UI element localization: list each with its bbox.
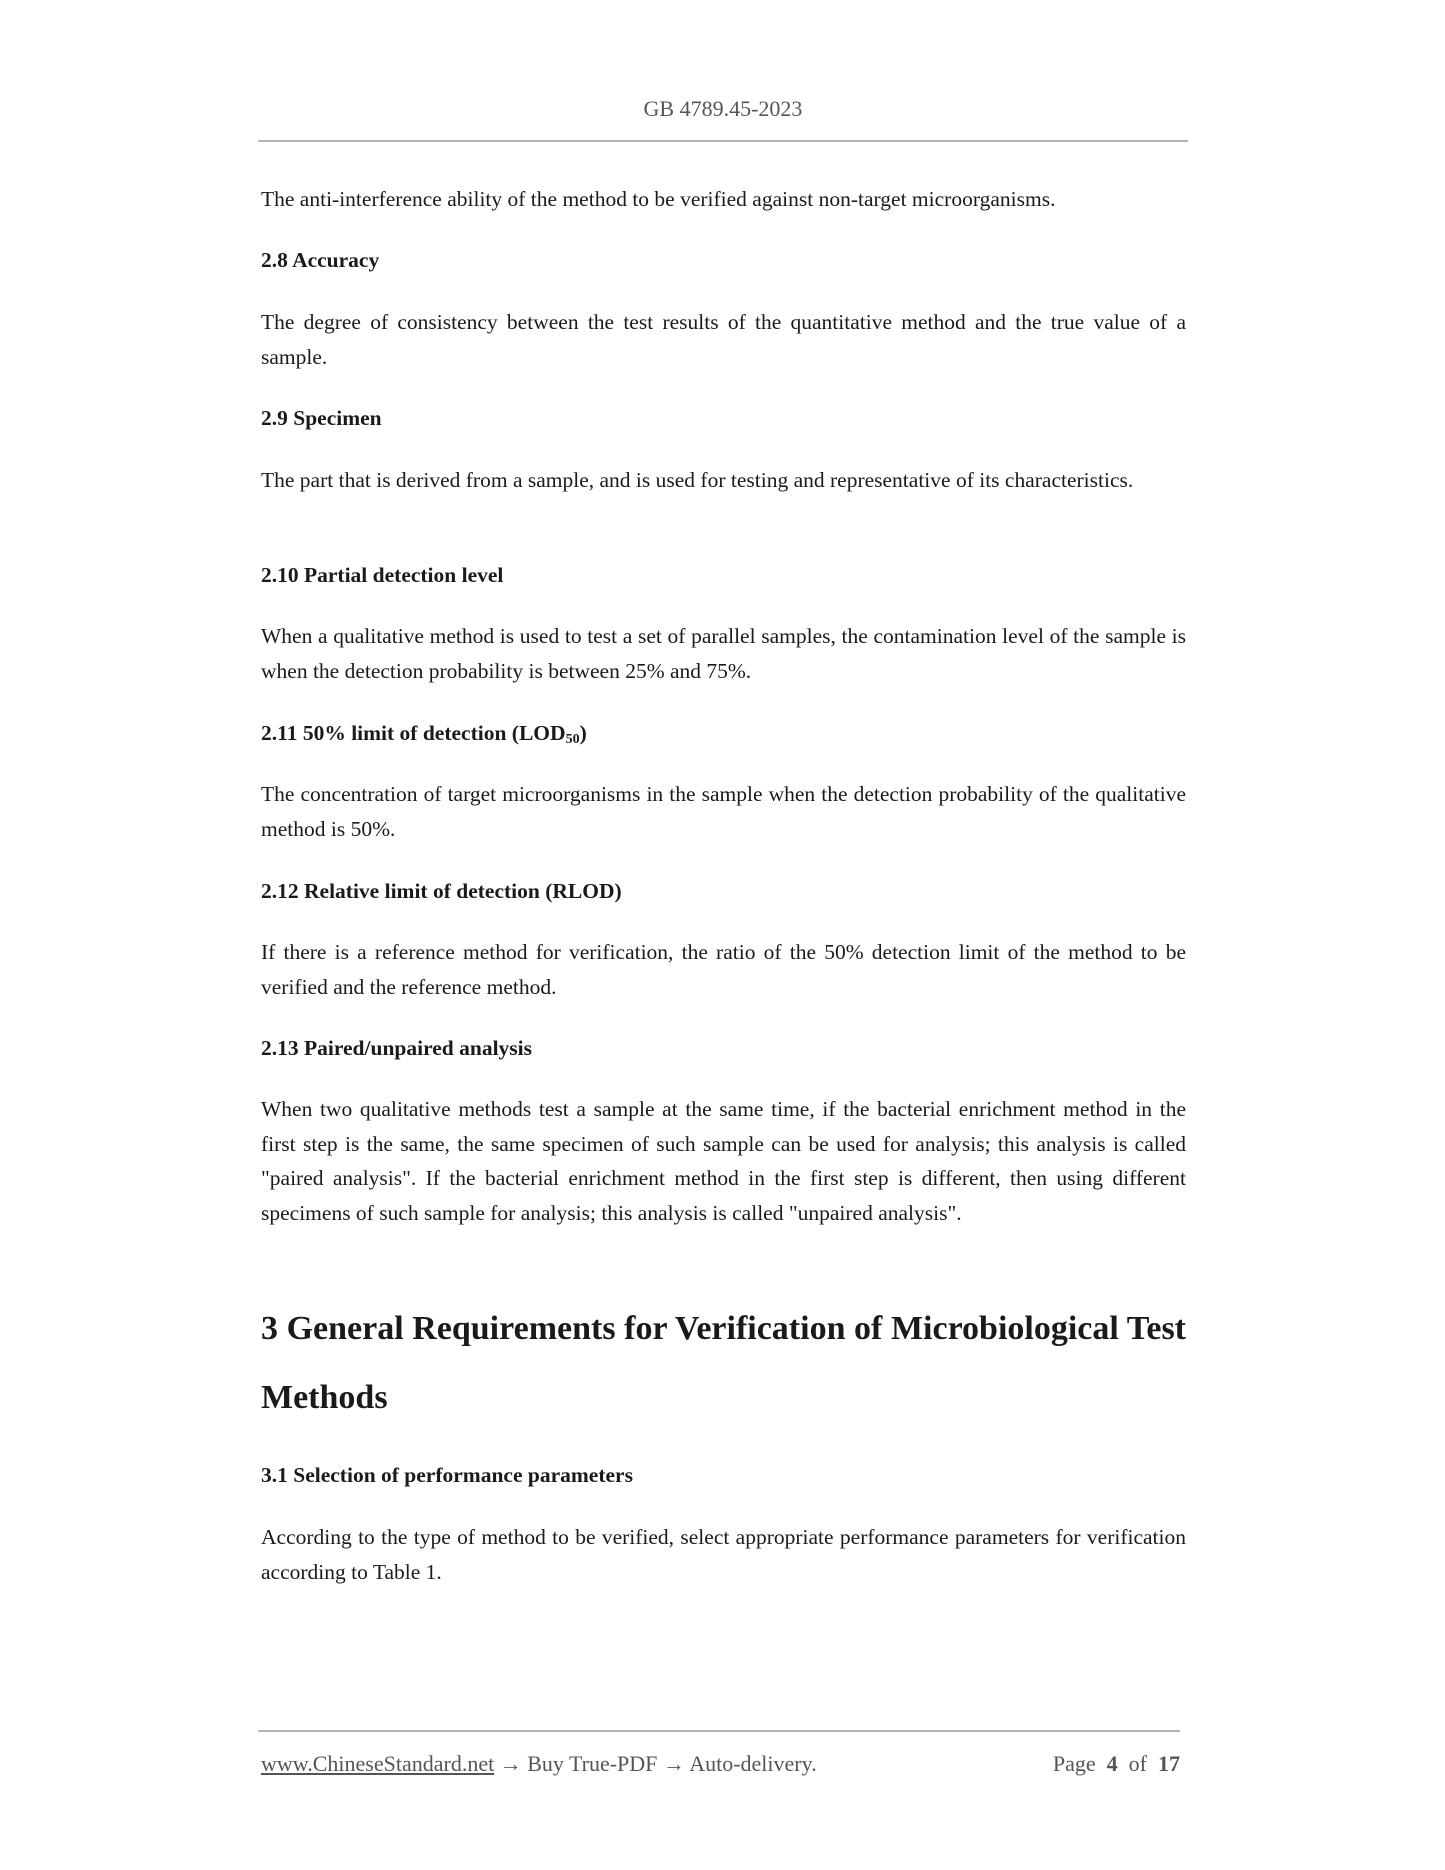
heading-2-8: 2.8 Accuracy bbox=[261, 248, 380, 272]
of-label: of bbox=[1128, 1751, 1147, 1776]
paragraph-2-11: The concentration of target microorganisms in the sample when the detection probability of the qualitative method is 50%. bbox=[261, 782, 1186, 841]
page-current: 4 bbox=[1106, 1751, 1118, 1776]
chinesestandard-link[interactable]: www.ChineseStandard.net bbox=[261, 1751, 495, 1776]
heading-2-11 bbox=[261, 716, 1186, 758]
header-divider bbox=[258, 140, 1188, 142]
heading-2-11-subscript: 50 bbox=[565, 732, 580, 747]
heading-2-11-main: 2.11 50% limit of detection (LOD bbox=[261, 721, 566, 745]
auto-delivery-text: Auto-delivery. bbox=[689, 1751, 817, 1776]
arrow-right-icon: → bbox=[662, 1751, 685, 1776]
paragraph-2-9: The part that is derived from a sample, and is used for testing and representative of its characteristics. bbox=[261, 468, 1134, 492]
footer-promo bbox=[261, 1749, 817, 1779]
heading-2-9: 2.9 Specimen bbox=[261, 406, 382, 430]
paragraph-2-12: If there is a reference method for verification, the ratio of the 50% detection limit of the method to be verified and the reference method. bbox=[261, 940, 1186, 999]
heading-2-13: 2.13 Paired/unpaired analysis bbox=[261, 1036, 532, 1060]
footer-divider bbox=[258, 1730, 1180, 1732]
heading-3-1: 3.1 Selection of performance parameters bbox=[261, 1463, 633, 1487]
heading-section-3: 3 General Requirements for Verification of Microbiological Test Methods bbox=[261, 1310, 1186, 1416]
paragraph-3-1: According to the type of method to be verified, select appropriate performance parameters for verification according to Table 1. bbox=[261, 1525, 1186, 1584]
page-indicator bbox=[1053, 1749, 1180, 1779]
paragraph-intro: The anti-interference ability of the method to be verified against non-target microorganisms. bbox=[261, 187, 1056, 211]
buy-true-pdf-text: Buy True-PDF bbox=[527, 1751, 658, 1776]
paragraph-2-13: When two qualitative methods test a sample at the same time, if the bacterial enrichment method in the first step is the same, the same specimen of such sample can be used for analysis; this analysis is called "paired analysis". If the bacterial enrichment method in the first step is different, then using different specimens of such sample for analysis; this analysis is called "unpaired analysis". bbox=[261, 1097, 1186, 1225]
heading-2-10: 2.10 Partial detection level bbox=[261, 563, 504, 587]
paragraph-2-10: When a qualitative method is used to test a set of parallel samples, the contamination level of the sample is when the detection probability is between 25% and 75%. bbox=[261, 624, 1186, 683]
paragraph-2-8: The degree of consistency between the test results of the quantitative method and the true value of a sample. bbox=[261, 310, 1186, 369]
heading-2-11-end: ) bbox=[579, 721, 587, 745]
heading-2-12: 2.12 Relative limit of detection (RLOD) bbox=[261, 879, 622, 903]
page-total: 17 bbox=[1158, 1751, 1180, 1776]
document-id-header: GB 4789.45-2023 bbox=[643, 96, 803, 121]
page-label: Page bbox=[1052, 1751, 1096, 1776]
arrow-right-icon: → bbox=[499, 1751, 522, 1776]
